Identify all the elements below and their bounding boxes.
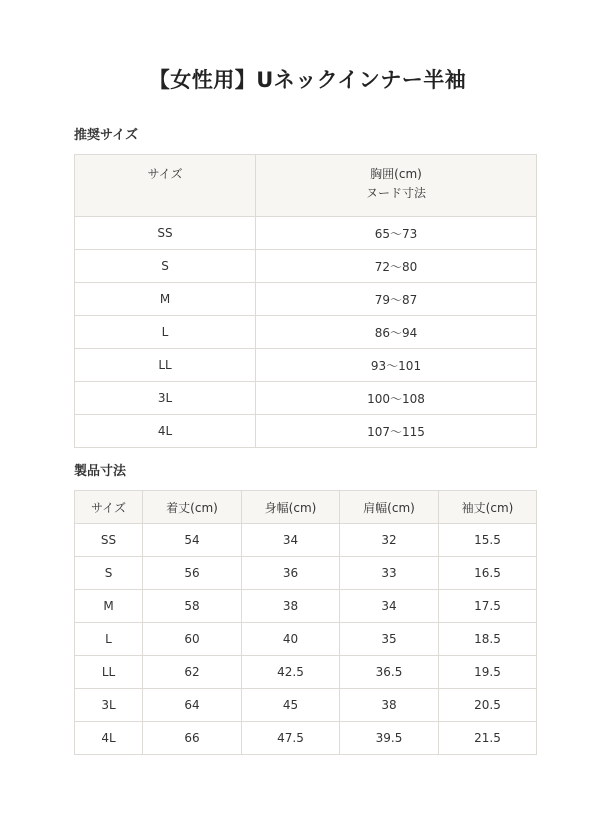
sleeve-length-cell: 19.5 (439, 656, 537, 689)
table-row (75, 689, 537, 722)
size-cell: LL (75, 656, 143, 689)
body-width-cell: 34 (242, 524, 340, 557)
chest-cell: 79～87 (256, 283, 537, 316)
length-cell: 54 (143, 524, 242, 557)
size-cell: L (75, 623, 143, 656)
shoulder-width-cell: 33 (340, 557, 439, 590)
chest-column-header (256, 155, 537, 217)
product-dimensions-heading: 製品寸法 (74, 464, 127, 479)
size-cell: L (75, 316, 256, 349)
length-cell: 62 (143, 656, 242, 689)
shoulder-width-cell: 32 (340, 524, 439, 557)
size-cell: LL (75, 349, 256, 382)
sleeve-length-column-header: 袖丈(cm) (439, 491, 537, 524)
shoulder-width-column-header: 肩幅(cm) (340, 491, 439, 524)
size-cell: 4L (75, 722, 143, 755)
length-column-header: 着丈(cm) (143, 491, 242, 524)
size-column-header: サイズ (75, 491, 143, 524)
chest-column-label: 胸囲(cm) (370, 167, 422, 181)
body-width-cell: 42.5 (242, 656, 340, 689)
size-cell: S (75, 250, 256, 283)
shoulder-width-cell: 34 (340, 590, 439, 623)
table-row (75, 316, 537, 349)
body-width-cell: 36 (242, 557, 340, 590)
table-row (75, 250, 537, 283)
chest-cell: 107～115 (256, 415, 537, 448)
page-title: 【女性用】Uネックインナー半袖 (148, 68, 467, 92)
table-row (75, 283, 537, 316)
size-column-header (75, 155, 256, 217)
body-width-column-header: 身幅(cm) (242, 491, 340, 524)
body-width-cell: 40 (242, 623, 340, 656)
shoulder-width-cell: 36.5 (340, 656, 439, 689)
size-cell: SS (75, 217, 256, 250)
size-column-label: サイズ (147, 167, 183, 181)
size-cell: 4L (75, 415, 256, 448)
table-row (75, 382, 537, 415)
table-row (75, 415, 537, 448)
body-width-cell: 47.5 (242, 722, 340, 755)
size-cell: 3L (75, 689, 143, 722)
table-row (75, 524, 537, 557)
size-cell: S (75, 557, 143, 590)
sleeve-length-cell: 21.5 (439, 722, 537, 755)
product-dimensions-table (74, 490, 537, 755)
length-cell: 56 (143, 557, 242, 590)
length-cell: 64 (143, 689, 242, 722)
chest-cell: 86～94 (256, 316, 537, 349)
table-row (75, 557, 537, 590)
table-row (75, 590, 537, 623)
table-row (75, 349, 537, 382)
sleeve-length-cell: 17.5 (439, 590, 537, 623)
table-header-row (75, 155, 537, 217)
recommended-size-heading: 推奨サイズ (74, 128, 138, 143)
table-row (75, 217, 537, 250)
shoulder-width-cell: 35 (340, 623, 439, 656)
body-width-cell: 45 (242, 689, 340, 722)
length-cell: 58 (143, 590, 242, 623)
chest-column-sublabel: ヌード寸法 (365, 186, 426, 200)
body-width-cell: 38 (242, 590, 340, 623)
size-cell: SS (75, 524, 143, 557)
length-cell: 66 (143, 722, 242, 755)
sleeve-length-cell: 20.5 (439, 689, 537, 722)
recommended-size-table (74, 154, 537, 448)
sleeve-length-cell: 18.5 (439, 623, 537, 656)
sleeve-length-cell: 16.5 (439, 557, 537, 590)
chest-cell: 93～101 (256, 349, 537, 382)
table-row (75, 722, 537, 755)
sleeve-length-cell: 15.5 (439, 524, 537, 557)
size-cell: M (75, 590, 143, 623)
table-row (75, 623, 537, 656)
chest-cell: 100～108 (256, 382, 537, 415)
chest-cell: 72～80 (256, 250, 537, 283)
table-header-row (75, 491, 537, 524)
size-cell: M (75, 283, 256, 316)
chest-cell: 65～73 (256, 217, 537, 250)
shoulder-width-cell: 38 (340, 689, 439, 722)
length-cell: 60 (143, 623, 242, 656)
table-row (75, 656, 537, 689)
shoulder-width-cell: 39.5 (340, 722, 439, 755)
size-cell: 3L (75, 382, 256, 415)
